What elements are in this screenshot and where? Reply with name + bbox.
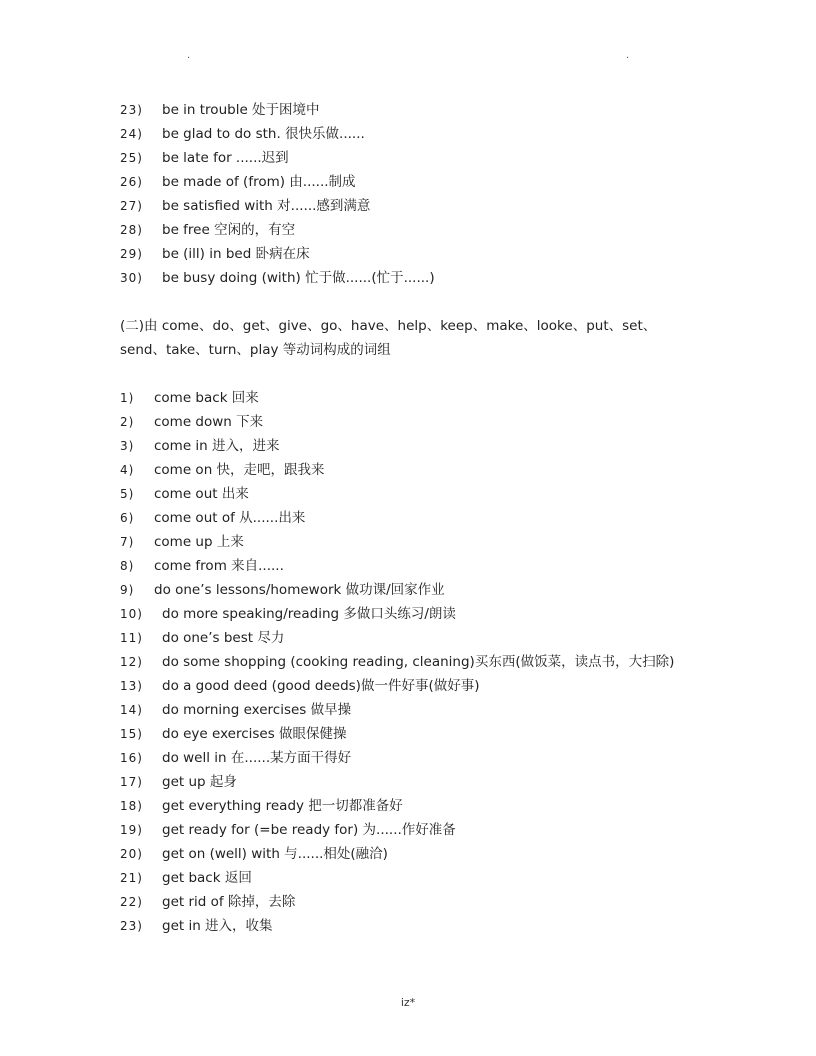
- list-item-number: 9): [120, 583, 135, 597]
- list-item-number: 6): [120, 511, 135, 525]
- list-item-text: get ready for (=be ready for) 为......作好准备: [162, 822, 456, 838]
- list-item-text: come on 快，走吧，跟我来: [154, 462, 325, 478]
- list-item-number: 7): [120, 535, 135, 549]
- footer-mark: iz*: [400, 996, 416, 1009]
- list-item-number: 21): [120, 871, 143, 885]
- list-item-text: do some shopping (cooking reading, cleaning)买东西(做饭菜，读点书，大扫除): [162, 654, 675, 670]
- list-item-text: get on (well) with 与......相处(融洽): [162, 846, 388, 862]
- list-item-number: 5): [120, 487, 135, 501]
- list-item-number: 18): [120, 799, 143, 813]
- list-item-text: get in 进入，收集: [162, 918, 273, 934]
- list-item-text: do morning exercises 做早操: [162, 702, 352, 718]
- list-item-text: be (ill) in bed 卧病在床: [162, 246, 310, 262]
- list-item-text: do well in 在......某方面干得好: [162, 750, 352, 766]
- list-item-text: be made of (from) 由......制成: [162, 174, 356, 190]
- header-mark-left: .: [187, 50, 191, 61]
- list-item-text: be free 空闲的，有空: [162, 222, 296, 238]
- list-item-number: 19): [120, 823, 143, 837]
- list-item-number: 23): [120, 919, 143, 933]
- list-item-number: 22): [120, 895, 143, 909]
- list-item-number: 3): [120, 439, 135, 453]
- list-item-text: come up 上来: [154, 534, 244, 550]
- list-item-number: 20): [120, 847, 143, 861]
- list-item-text: be late for ......迟到: [162, 150, 289, 166]
- list-item-number: 4): [120, 463, 135, 477]
- list-item-text: get up 起身: [162, 774, 237, 790]
- list-item-number: 30): [120, 271, 143, 285]
- list-item-text: come down 下来: [154, 414, 264, 430]
- list-item-number: 28): [120, 223, 143, 237]
- list-item-text: get everything ready 把一切都准备好: [162, 798, 403, 814]
- list-item-text: get back 返回: [162, 870, 252, 886]
- list-item-number: 17): [120, 775, 143, 789]
- list-item-text: come out 出来: [154, 486, 249, 502]
- list-item-number: 2): [120, 415, 135, 429]
- list-item-number: 14): [120, 703, 143, 717]
- list-item-text: be busy doing (with) 忙于做......(忙于......): [162, 270, 435, 286]
- list-item-text: do one’s lessons/homework 做功课/回家作业: [154, 582, 445, 598]
- list-item-text: get rid of 除掉，去除: [162, 894, 296, 910]
- list-item-number: 11): [120, 631, 143, 645]
- list-item-number: 26): [120, 175, 143, 189]
- list-item-text: be glad to do sth. 很快乐做......: [162, 126, 365, 142]
- list-item-number: 12): [120, 655, 143, 669]
- list-item-number: 1): [120, 391, 135, 405]
- list-item-number: 25): [120, 151, 143, 165]
- list-item-number: 16): [120, 751, 143, 765]
- list-item-text: come from 来自......: [154, 558, 284, 574]
- list-item-number: 23): [120, 103, 143, 117]
- list-item-text: do eye exercises 做眼保健操: [162, 726, 347, 742]
- list-item-text: do one’s best 尽力: [162, 630, 285, 646]
- list-item-number: 15): [120, 727, 143, 741]
- list-item-number: 24): [120, 127, 143, 141]
- list-item-text: come in 进入，进来: [154, 438, 280, 454]
- list-item-text: be satisfied with 对......感到满意: [162, 198, 371, 214]
- list-item-text: come out of 从......出来: [154, 510, 306, 526]
- list-item-number: 29): [120, 247, 143, 261]
- list-item-number: 13): [120, 679, 143, 693]
- section-heading-line-1: (二)由 come、do、get、give、go、have、help、keep、make、looke、put、set、: [120, 318, 657, 334]
- list-item-text: be in trouble 处于困境中: [162, 102, 320, 118]
- list-item-text: come back 回来: [154, 390, 259, 406]
- list-item-number: 8): [120, 559, 135, 573]
- header-mark-right: .: [626, 50, 630, 61]
- list-item-text: do more speaking/reading 多做口头练习/朗读: [162, 606, 456, 622]
- list-item-number: 27): [120, 199, 143, 213]
- list-item-text: do a good deed (good deeds)做一件好事(做好事): [162, 678, 480, 694]
- list-item-number: 10): [120, 607, 143, 621]
- section-heading-line-2: send、take、turn、play 等动词构成的词组: [120, 342, 391, 358]
